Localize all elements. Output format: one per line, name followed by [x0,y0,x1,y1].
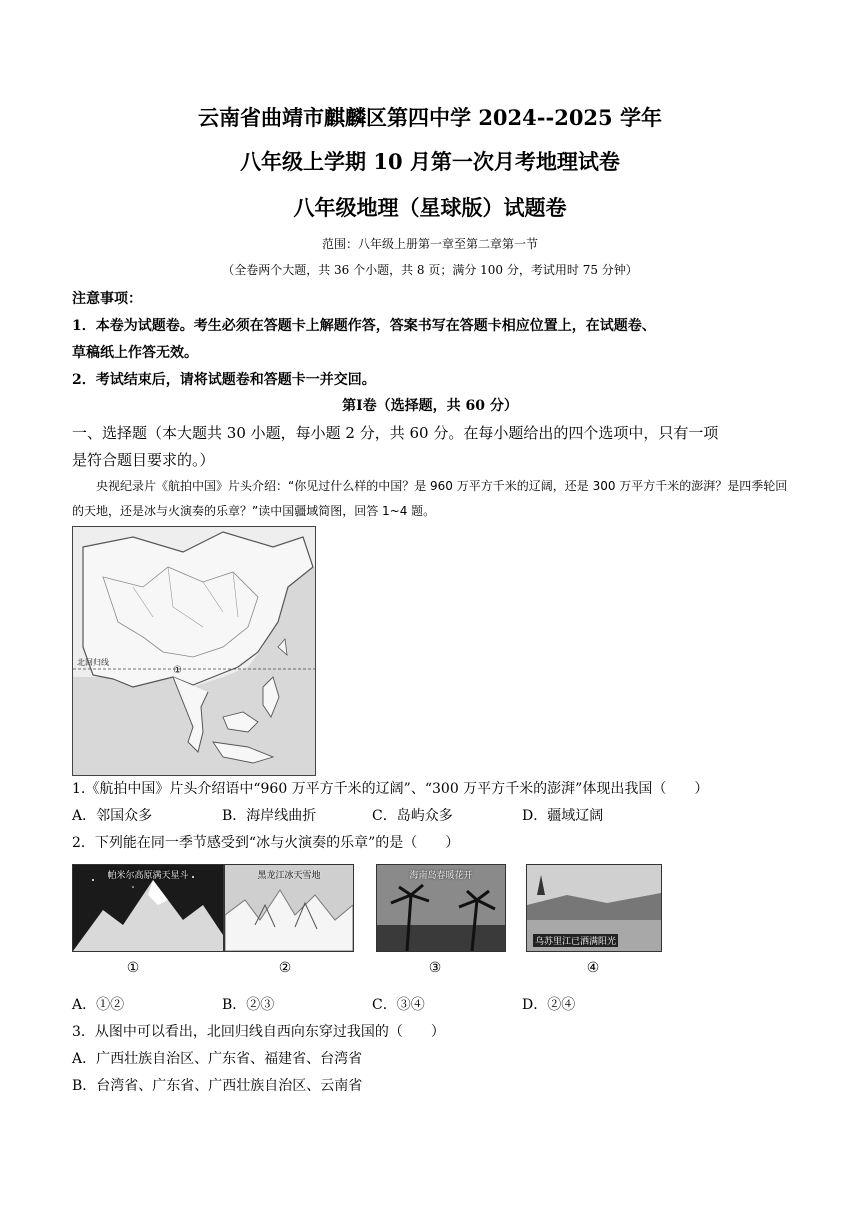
exam-title-line3: 八年级地理（星球版）试题卷 [293,195,567,220]
picture-1-caption: 帕米尔高原满天星斗 [107,871,189,881]
picture-4-number: ④ [586,960,600,976]
section-1-intro: 央视纪录片《航拍中国》片头介绍：“你见过什么样的中国？是 960 万平方千米的辽阔，还是 300 万平方千米的澎湃？是四季轮回的天地，还是冰与火演奏的乐章？”读中国疆域简图，回答 1~4 题。 [72,479,788,518]
map-graphic [73,527,315,775]
question-2-option-d: D．②④ [522,997,576,1013]
notice-heading: 注意事项： [72,291,142,307]
notice-item-1-line2: 草稿纸上作答无效。 [72,345,198,361]
picture-4-caption: 乌苏里江已洒满阳光 [533,934,618,947]
question-2-option-a: A．①② [72,997,125,1013]
picture-1-number: ① [126,960,140,976]
notice-item-2: 2．考试结束后，请将试题卷和答题卡一并交回。 [72,372,376,388]
question-1-option-d: D．疆域辽阔 [522,808,604,824]
question-2-stem: 2．下列能在同一季节感受到“冰与火演奏的乐章”的是（ ） [72,835,460,851]
exam-scope: 范围：八年级上册第一章至第二章第一节 [321,237,538,251]
picture-hainan-spring [376,864,506,952]
question-2-option-c: C．③④ [372,997,425,1013]
picture-2-caption: 黑龙江冰天雪地 [257,871,321,881]
section-1-desc-line1: 一、选择题（本大题共 30 小题，每小题 2 分，共 60 分。在每小题给出的四个选项中，只有一项 [72,424,719,442]
picture-2-number: ② [278,960,292,976]
section-1-desc-line2: 是符合题目要求的。） [72,451,215,469]
picture-wusuli-river-sun [526,864,662,952]
picture-pamir-starry-sky [72,864,224,952]
question-3-stem: 3．从图中可以看出，北回归线自西向东穿过我国的（ ） [72,1024,445,1040]
question-1-option-c: C．岛屿众多 [372,808,453,824]
tropic-of-cancer-label: 北回归线 [77,658,109,667]
picture-3-number: ③ [428,960,442,976]
section-1-heading: 第Ⅰ卷（选择题，共 60 分） [342,398,518,414]
question-1-option-b: B．海岸线曲折 [222,808,317,824]
question-1-stem: 1.《航拍中国》片头介绍语中“960 万平方千米的辽阔”、“300 万平方千米的澎湃”体现出我国（ ） [72,781,709,797]
question-2-option-b: B．②③ [222,997,275,1013]
question-3-option-a: A．广西壮族自治区、广东省、福建省、台湾省 [72,1051,363,1067]
exam-info: （全卷两个大题，共 36 个小题，共 8 页；满分 100 分，考试用时 75 分钟） [222,263,638,277]
picture-heilongjiang-snow [224,864,354,952]
exam-title-line1: 云南省曲靖市麒麟区第四中学 2024--2025 学年 [198,105,662,130]
picture-3-caption: 海南岛春暖花开 [409,871,473,881]
exam-title-line2: 八年级上学期 10 月第一次月考地理试卷 [240,149,620,174]
question-3-option-b: B．台湾省、广东省、广西壮族自治区、云南省 [72,1078,363,1094]
question-1-option-a: A．邻国众多 [72,808,153,824]
notice-item-1-line1: 1．本卷为试题卷。考生必须在答题卡上解题作答，答案书写在答题卡相应位置上，在试题卷、 [72,318,656,334]
map-marker-1: ① [173,665,182,676]
china-territory-map [72,526,316,776]
